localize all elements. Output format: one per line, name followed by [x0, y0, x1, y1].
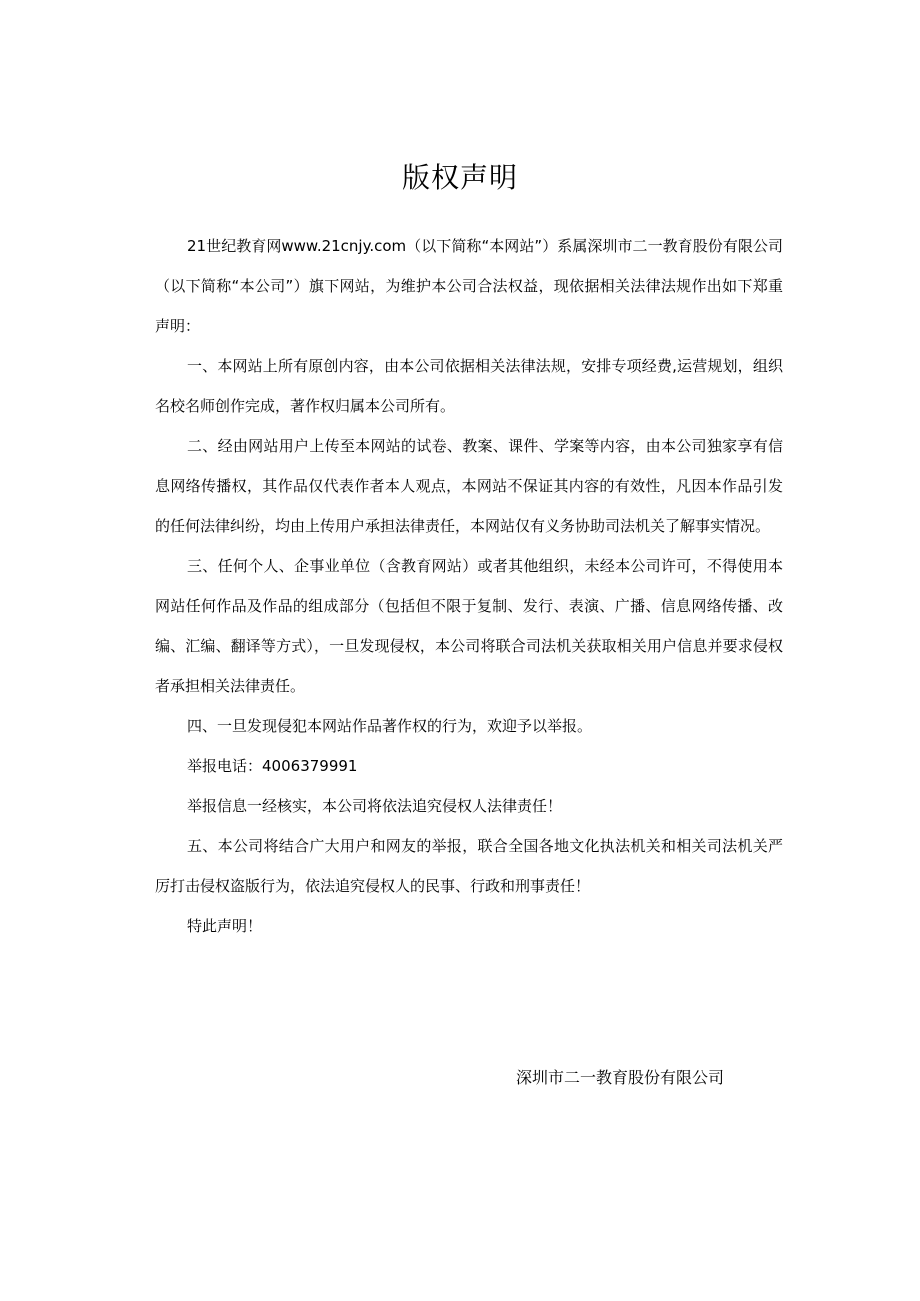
closing-line: 特此声明！: [187, 917, 263, 935]
report-phone-line: [155, 746, 783, 786]
section-5-paragraph: 五、本公司将结合广大用户和网友的举报，联合全国各地文化执法机关和相关司法机关严厉打击侵权盗版行为，依法追究侵权人的民事、行政和刑事责任！: [155, 837, 783, 895]
page-title: 版权声明: [401, 161, 518, 194]
report-phone-label: 举报电话：: [187, 757, 263, 775]
report-note-line: 举报信息一经核实，本公司将依法追究侵权人法律责任！: [187, 797, 563, 815]
company-signature: 深圳市二一教育股份有限公司: [516, 1068, 725, 1087]
section-1-paragraph: 一、本网站上所有原创内容，由本公司依据相关法律法规，安排专项经费,运营规划，组织名校名师创作完成，著作权归属本公司所有。: [155, 357, 783, 415]
document-body: [155, 226, 783, 946]
section-4-paragraph: 四、一旦发现侵犯本网站作品著作权的行为，欢迎予以举报。: [187, 717, 593, 735]
section-2-paragraph: 二、经由网站用户上传至本网站的试卷、教案、课件、学案等内容，由本公司独家享有信息网络传播权，其作品仅代表作者本人观点，本网站不保证其内容的有效性，凡因本作品引发的任何法律纠纷，均由上传用户承担法律责任，本网站仅有义务协助司法机关了解事实情况。: [155, 437, 783, 535]
intro-paragraph: 21世纪教育网www.21cnjy.com（以下简称“本网站”）系属深圳市二一教育股份有限公司（以下简称“本公司”）旗下网站，为维护本公司合法权益，现依据相关法律法规作出如下郑重声明：: [155, 237, 783, 335]
section-3-paragraph: 三、任何个人、企事业单位（含教育网站）或者其他组织，未经本公司许可，不得使用本网站任何作品及作品的组成部分（包括但不限于复制、发行、表演、广播、信息网络传播、改编、汇编、翻译等方式），一旦发现侵权，本公司将联合司法机关获取相关用户信息并要求侵权者承担相关法律责任。: [155, 557, 783, 695]
report-phone-number: 4006379991: [262, 757, 358, 775]
